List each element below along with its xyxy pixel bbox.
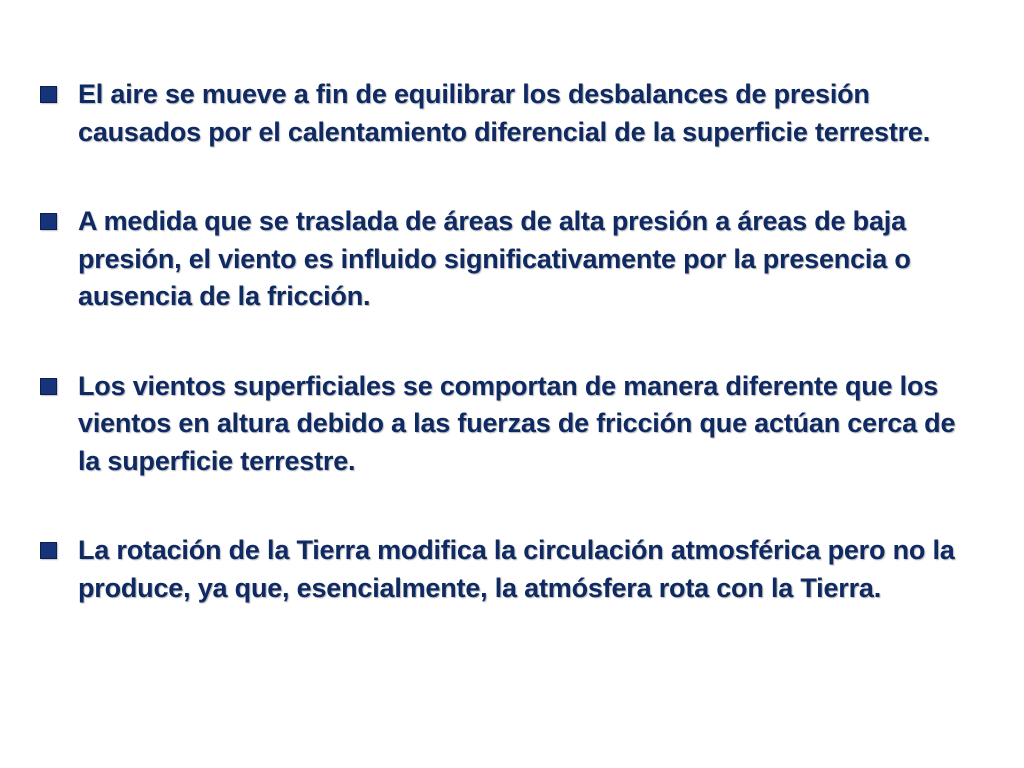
square-bullet-icon [40, 542, 57, 559]
bullet-item [40, 203, 980, 316]
square-bullet-icon [40, 213, 57, 230]
square-bullet-icon [40, 86, 57, 103]
bullet-item [40, 368, 980, 481]
square-bullet-icon [40, 378, 57, 395]
bullet-text: Los vientos superficiales se comportan de manera diferente que los vientos en altura debido a las fuerzas de fricción que actúan cerca de la superficie terrestre. [78, 370, 956, 476]
bullet-text: La rotación de la Tierra modifica la circulación atmosférica pero no la produce, ya que, esencialmente, la atmósfera rota con la Tierra. [78, 535, 955, 603]
bullet-text: A medida que se traslada de áreas de alta presión a áreas de baja presión, el viento es influido significativamente por la presencia o ausencia de la fricción. [78, 206, 911, 311]
bullet-item [40, 532, 980, 607]
bullet-item [40, 76, 980, 151]
bullet-text: El aire se mueve a fin de equilibrar los desbalances de presión causados por el calentamiento diferencial de la superficie terrestre. [78, 79, 931, 147]
bullet-list [40, 76, 980, 659]
